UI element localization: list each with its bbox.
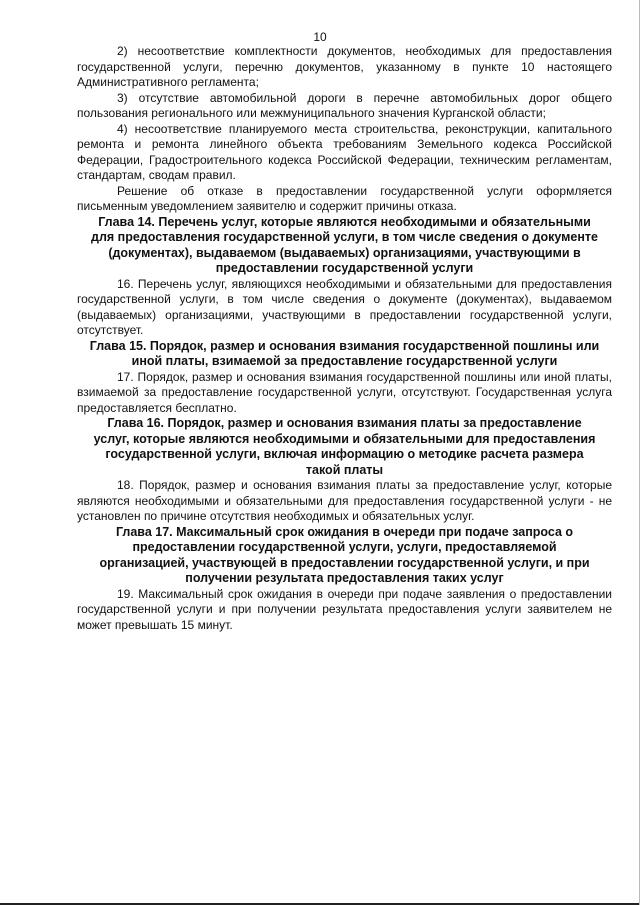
paragraph-item-2: 2) несоответствие комплектности документов, необходимых для предоставления государственной услуги, перечню документов, указанному в пункте 10 настоящего Административного регламента; xyxy=(77,44,612,89)
paragraph-item-4: 4) несоответствие планируемого места строительства, реконструкции, капитального ремонта и ремонта линейного объекта требованиям Земельного кодекса Российской Федерации, Градостроительного кодекса Российской Федерации, техническим регламентам, стандартам, сводам правил. xyxy=(77,121,612,182)
document-body xyxy=(77,44,612,633)
chapter-17-heading: Глава 17. Максимальный срок ожидания в очереди при подаче запроса о предоставлении государственной услуги, услуги, предоставляемой организацией, участвующей в предоставлении государственной услуги, и при получении результата предоставления таких услуг xyxy=(99,524,590,585)
paragraph-refusal-decision: Решение об отказе в предоставлении государственной услуги оформляется письменным уведомлением заявителю и содержит причины отказа. xyxy=(77,183,612,213)
paragraph-item-3: 3) отсутствие автомобильной дороги в перечне автомобильных дорог общего пользования регионального или межмуниципального значения Курганской области; xyxy=(77,90,612,120)
chapter-15-heading: Глава 15. Порядок, размер и основания взимания государственной пошлины или иной платы, взимаемой за предоставление государственной услуги xyxy=(89,338,600,368)
paragraph-16: 16. Перечень услуг, являющихся необходимыми и обязательными для предоставления государственной услуги, в том числе сведения о документе (документах), выдаваемом (выдаваемых) организациями, участвующими в предоставлении государственной услуги, отсутствует. xyxy=(77,276,612,337)
page-number: 10 xyxy=(313,30,327,44)
chapter-14-heading: Глава 14. Перечень услуг, которые являются необходимыми и обязательными для предоставления государственной услуги, в том числе сведения о документе (документах), выдаваемом (выдаваемых) организациями, участвующими в предоставлении государственной услуги xyxy=(91,214,598,275)
chapter-16-heading: Глава 16. Порядок, размер и основания взимания платы за предоставление услуг, которые являются необходимыми и обязательными для предоставления государственной услуги, включая информацию о методике расчета размера такой платы xyxy=(93,416,596,477)
paragraph-17: 17. Порядок, размер и основания взимания государственной пошлины или иной платы, взимаемой за предоставление государственной услуги, отсутствуют. Государственная услуга предоставляется бесплатно. xyxy=(77,369,612,415)
paragraph-19: 19. Максимальный срок ожидания в очереди при подаче заявления о предоставлении государственной услуги и при получении результата предоставления услуги заявителем не может превышать 15 минут. xyxy=(77,586,612,632)
paragraph-18: 18. Порядок, размер и основания взимания платы за предоставление услуг, которые являются необходимыми и обязательными для предоставления государственной услуги - не установлен по причине отсутствия необходимых и обязательных услуг. xyxy=(77,478,612,523)
